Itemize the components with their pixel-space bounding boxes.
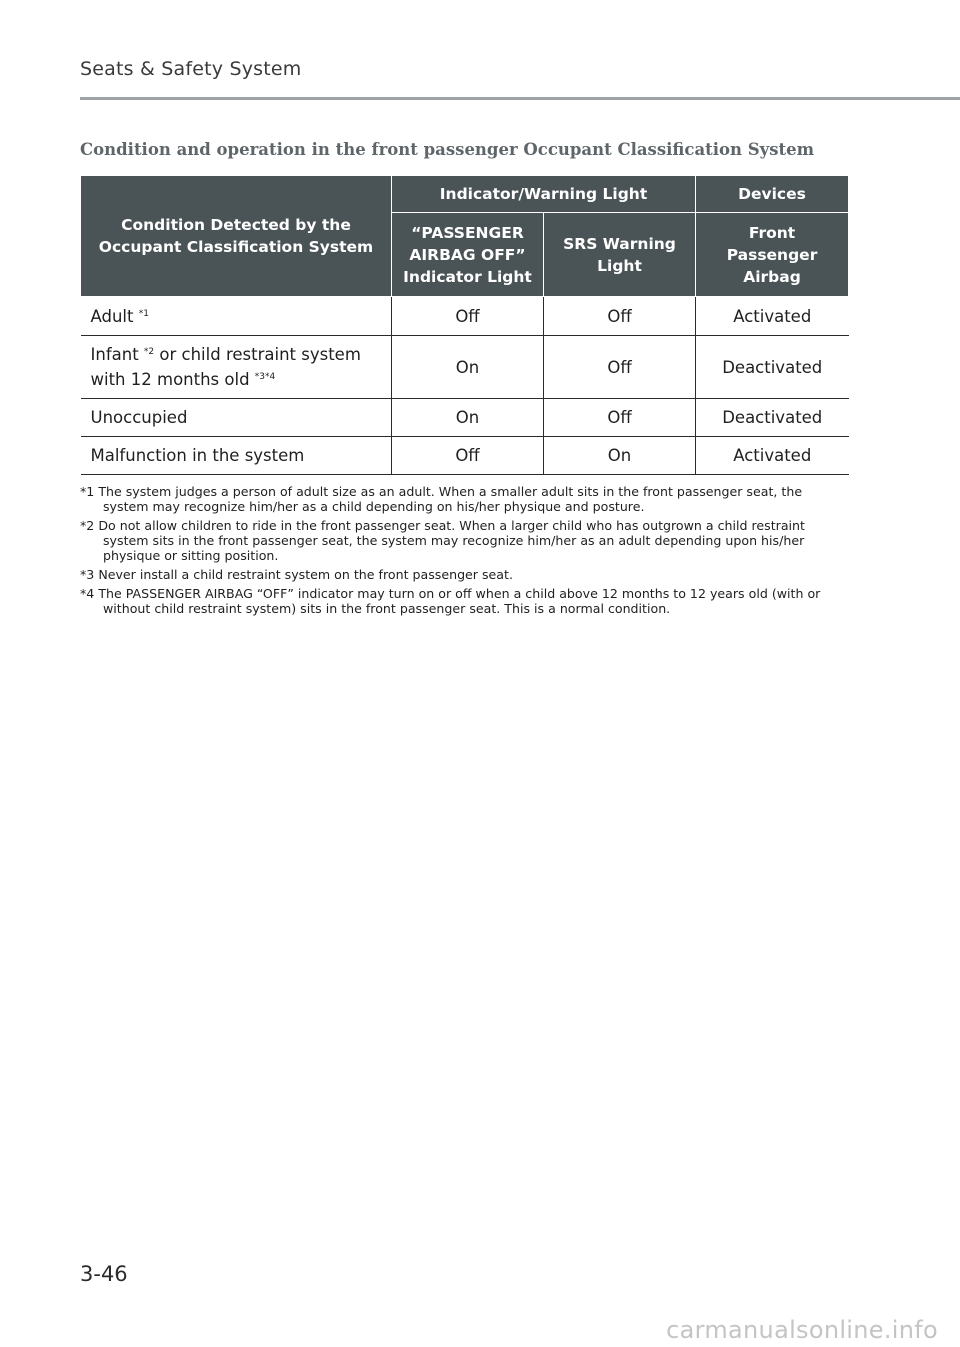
condition-cell: Malfunction in the system (81, 437, 392, 475)
airbag-cell: Activated (696, 297, 849, 336)
condition-cell: Adult $^{*1}$ (81, 297, 392, 336)
page-number: 3-46 (80, 1262, 128, 1286)
airbag-cell: Deactivated (696, 336, 849, 399)
condition-cell: Unoccupied (81, 399, 392, 437)
airbag-cell: Deactivated (696, 399, 849, 437)
ocs-table (80, 176, 849, 475)
header-indicator-group: Indicator/Warning Light (392, 176, 696, 213)
indicator-cell: Off (392, 437, 544, 475)
section-header: Seats & Safety System (80, 58, 302, 80)
header-srs-warning: SRS Warning Light (544, 213, 696, 297)
header-divider (80, 97, 960, 100)
footnote-3: *3 Never install a child restraint system on the front passenger seat. (80, 567, 513, 582)
airbag-cell: Activated (696, 437, 849, 475)
table-row (81, 336, 849, 399)
watermark: carmanualsonline.info (666, 1316, 938, 1344)
srs-cell: Off (544, 399, 696, 437)
table-row (81, 437, 849, 475)
table-title: Condition and operation in the front passenger Occupant Classification System (80, 140, 815, 159)
footnote-2: *2 Do not allow children to ride in the front passenger seat. When a larger child who has outgrown a child restraint system sits in the front passenger seat, the system may recognize him/her as an adult depending upon his/her physique or sitting position. (80, 518, 805, 563)
footnotes (80, 484, 850, 620)
indicator-cell: Off (392, 297, 544, 336)
condition-cell: Infant $^{*2}$ or child restraint system with 12 months old $^{*3*4}$ (81, 336, 392, 399)
indicator-cell: On (392, 336, 544, 399)
srs-cell: Off (544, 297, 696, 336)
footnote-4: *4 The PASSENGER AIRBAG “OFF” indicator may turn on or off when a child above 12 months to 12 years old (with or without child restraint system) sits in the front passenger seat. This is a normal condition. (80, 586, 821, 616)
srs-cell: On (544, 437, 696, 475)
header-passenger-airbag-off: “PASSENGER AIRBAG OFF” Indicator Light (392, 213, 544, 297)
header-devices-group: Devices (696, 176, 849, 213)
header-front-airbag: Front Passenger Airbag (696, 213, 849, 297)
table-row (81, 399, 849, 437)
footnote-1: *1 The system judges a person of adult size as an adult. When a smaller adult sits in the front passenger seat, the system may recognize him/her as a child depending on his/her physique and posture. (80, 484, 803, 514)
table-row (81, 297, 849, 336)
indicator-cell: On (392, 399, 544, 437)
header-condition: Condition Detected by the Occupant Classification System (81, 176, 392, 297)
srs-cell: Off (544, 336, 696, 399)
